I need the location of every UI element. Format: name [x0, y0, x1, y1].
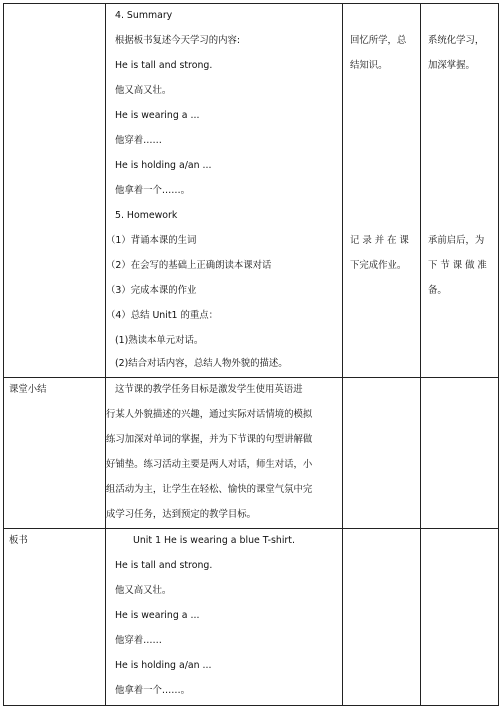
col-border-2	[342, 3, 343, 706]
design-purpose-line: 承前启后，为	[428, 235, 485, 246]
summary-line: 他拿着一个……。	[115, 185, 191, 196]
col-border-1	[105, 3, 106, 706]
blackboard-line: 他穿着……	[115, 635, 162, 646]
summary-line: He is tall and strong.	[115, 60, 213, 71]
homework-item: （3）完成本课的作业	[106, 285, 197, 296]
homework-item: （4）总结 Unit1 的重点：	[106, 310, 218, 321]
class-summary-line: 好铺垫。练习活动主要是两人对话，师生对话，小	[106, 459, 313, 470]
blackboard-line: 他拿着一个……。	[115, 685, 191, 696]
blackboard-line: He is holding a/an ...	[115, 660, 212, 671]
design-purpose-line: 系统化学习，	[428, 35, 485, 46]
summary-intro: 根据板书复述今天学习的内容:	[115, 35, 241, 46]
col-border-left	[3, 3, 4, 706]
class-summary-line: 组活动为主，让学生在轻松、愉快的课堂气氛中完	[106, 484, 313, 495]
student-activity-line: 下完成作业。	[350, 260, 407, 271]
col-border-3	[420, 3, 421, 706]
class-summary-line: 行某人外貌描述的兴趣，通过实际对话情境的模拟	[106, 409, 313, 420]
col-border-right	[498, 3, 499, 706]
summary-heading: 4. Summary	[115, 10, 173, 21]
design-purpose-line: 加深掌握。	[428, 60, 475, 71]
homework-item: （1）背诵本课的生词	[106, 235, 197, 246]
row-border-bottom	[3, 705, 499, 706]
homework-heading: 5. Homework	[115, 210, 178, 221]
summary-line: He is wearing a ...	[115, 110, 200, 121]
student-activity-line: 回忆所学，总	[350, 35, 407, 46]
blackboard-label: 板书	[9, 535, 28, 546]
summary-line: He is holding a/an ...	[115, 160, 212, 171]
blackboard-line: He is tall and strong.	[115, 560, 213, 571]
class-summary-label: 课堂小结	[9, 384, 47, 395]
row-border-1	[3, 377, 499, 378]
row-border-2	[3, 528, 499, 529]
student-activity-line: 记 录 并 在 课	[350, 235, 409, 246]
homework-sub-item: (1)熟读本单元对话。	[115, 335, 204, 346]
row-border-top	[3, 3, 499, 4]
student-activity-line: 结知识。	[350, 60, 388, 71]
design-purpose-line: 备。	[428, 285, 447, 296]
class-summary-line: 这节课的教学任务目标是激发学生使用英语进	[115, 384, 303, 395]
homework-item: （2）在会写的基础上正确朗读本课对话	[106, 260, 272, 271]
class-summary-line: 成学习任务，达到预定的教学目标。	[106, 509, 257, 520]
blackboard-line: 他又高又壮。	[115, 585, 172, 596]
summary-line: 他又高又壮。	[115, 85, 172, 96]
homework-sub-item: (2)结合对话内容，总结人物外貌的描述。	[115, 358, 288, 369]
blackboard-title: Unit 1 He is wearing a blue T-shirt.	[133, 535, 295, 546]
design-purpose-line: 下 节 课 做 准	[428, 260, 487, 271]
class-summary-line: 练习加深对单词的掌握，并为下节课的句型讲解做	[106, 434, 313, 445]
blackboard-line: He is wearing a ...	[115, 610, 200, 621]
summary-line: 他穿着……	[115, 135, 162, 146]
